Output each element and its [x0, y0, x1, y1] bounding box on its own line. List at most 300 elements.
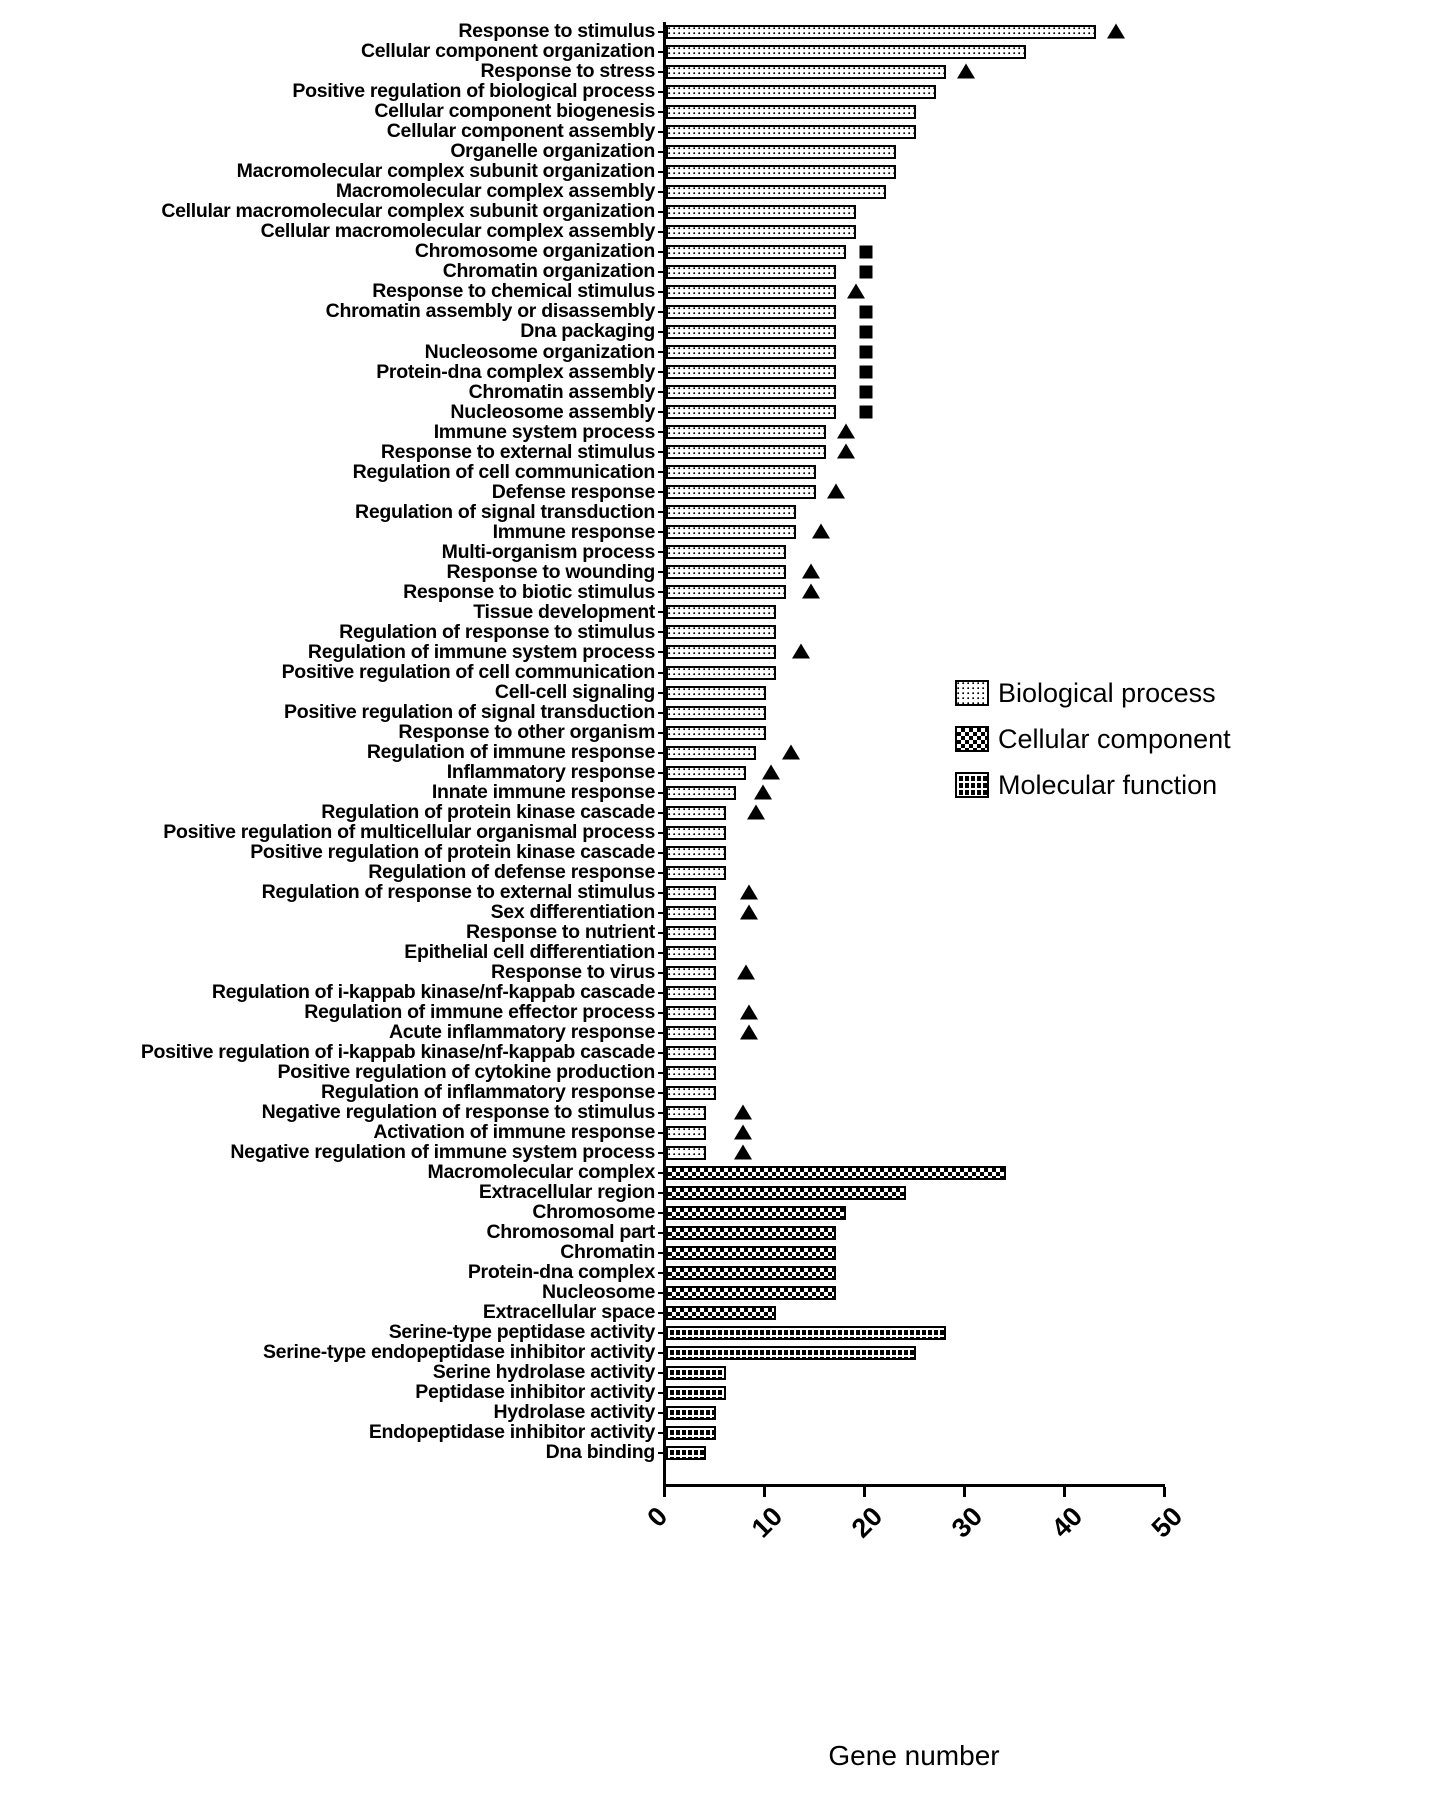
category-label: Chromatin assembly or disassembly	[325, 300, 655, 323]
y-axis-tick	[658, 271, 666, 273]
chart-row	[480, 60, 1163, 83]
chart-row	[261, 880, 1163, 903]
category-label: Regulation of i-kappab kinase/nf-kappab cascade	[211, 981, 655, 1003]
bar	[666, 1326, 946, 1340]
legend-swatch	[955, 680, 989, 706]
square-marker	[860, 306, 873, 319]
bar	[666, 686, 766, 700]
y-axis-tick	[658, 1272, 666, 1274]
triangle-marker	[802, 584, 820, 599]
category-label: Protein-dna complex assembly	[376, 360, 655, 383]
chart-row	[325, 300, 1163, 323]
triangle-marker	[1107, 24, 1125, 39]
bar	[666, 806, 726, 820]
chart-row	[532, 1201, 1163, 1224]
category-label: Endopeptidase inhibitor activity	[368, 1421, 655, 1444]
triangle-marker	[792, 644, 810, 659]
y-axis-tick	[658, 1432, 666, 1434]
category-label: Positive regulation of i-kappab kinase/nf-kappab cascade	[140, 1041, 655, 1064]
category-label: Nucleosome	[542, 1281, 655, 1304]
y-axis-tick	[658, 812, 666, 814]
chart-row	[386, 120, 1163, 143]
triangle-marker	[734, 1144, 752, 1159]
bar	[666, 906, 716, 920]
category-label: Response to other organism	[398, 720, 655, 743]
category-label: Nucleosome assembly	[450, 400, 655, 423]
chart-row	[380, 440, 1163, 463]
triangle-marker	[837, 424, 855, 439]
category-label: Immune response	[492, 520, 655, 543]
chart-row	[467, 1261, 1163, 1284]
chart-row	[450, 400, 1163, 423]
chart-row	[424, 340, 1163, 363]
y-axis-tick	[658, 1292, 666, 1294]
bar	[666, 45, 1026, 59]
chart-row	[339, 620, 1163, 643]
category-label: Acute inflammatory response	[388, 1021, 655, 1044]
bar	[666, 205, 856, 219]
category-label: Tissue development	[473, 600, 655, 623]
bar	[666, 645, 776, 659]
y-axis-tick	[658, 331, 666, 333]
category-label: Chromosome organization	[414, 240, 655, 263]
y-axis-tick	[658, 31, 666, 33]
y-axis-tick	[658, 1312, 666, 1314]
x-axis-tick-label: 10	[745, 1501, 789, 1544]
bar	[666, 265, 836, 279]
bar	[666, 1366, 726, 1380]
x-axis-tick	[763, 1487, 766, 1497]
bar	[666, 766, 746, 780]
bar	[666, 1306, 776, 1320]
triangle-marker	[734, 1124, 752, 1139]
bar	[666, 1226, 836, 1240]
category-label: Negative regulation of immune system process	[230, 1141, 655, 1164]
square-marker	[860, 246, 873, 259]
bar	[666, 666, 776, 680]
triangle-marker	[734, 1104, 752, 1119]
y-axis-tick	[658, 511, 666, 513]
triangle-marker	[957, 64, 975, 79]
y-axis-tick	[658, 1192, 666, 1194]
bar	[666, 1146, 706, 1160]
y-axis-tick	[658, 672, 666, 674]
y-axis-tick	[658, 591, 666, 593]
chart-row	[490, 900, 1163, 923]
bar	[666, 165, 896, 179]
chart-row	[374, 100, 1163, 123]
y-axis-tick	[658, 251, 666, 253]
category-label: Regulation of immune response	[366, 740, 655, 763]
triangle-marker	[754, 784, 772, 799]
category-label: Regulation of immune system process	[307, 640, 655, 663]
bar	[666, 85, 936, 99]
chart-row	[372, 280, 1163, 303]
y-axis-tick	[658, 1452, 666, 1454]
y-axis-tick	[658, 51, 666, 53]
bar	[666, 1166, 1006, 1180]
y-axis-tick	[658, 151, 666, 153]
bar	[666, 285, 836, 299]
chart-row	[493, 1401, 1163, 1424]
bar	[666, 245, 846, 259]
bar	[666, 946, 716, 960]
chart-row	[545, 1441, 1163, 1464]
y-axis-tick	[658, 692, 666, 694]
triangle-marker	[812, 524, 830, 539]
category-label: Chromosomal part	[486, 1221, 655, 1244]
y-axis-tick	[658, 71, 666, 73]
bar	[666, 1006, 716, 1020]
category-label: Chromatin	[560, 1241, 655, 1264]
y-axis-tick	[658, 1372, 666, 1374]
chart-row	[491, 960, 1163, 983]
chart-row	[492, 520, 1163, 543]
category-label: Protein-dna complex	[467, 1261, 655, 1284]
y-axis-tick	[658, 351, 666, 353]
chart-row	[360, 40, 1163, 63]
triangle-marker	[762, 764, 780, 779]
square-marker	[860, 326, 873, 339]
chart-row	[458, 20, 1163, 43]
chart-row	[250, 840, 1163, 863]
y-axis-tick	[658, 892, 666, 894]
legend-swatch	[955, 726, 989, 752]
bar	[666, 886, 716, 900]
y-axis-tick	[658, 1152, 666, 1154]
y-axis-tick	[658, 491, 666, 493]
chart-row	[468, 380, 1163, 403]
legend-item	[955, 764, 1231, 806]
category-label: Cellular macromolecular complex assembly	[260, 220, 655, 243]
bar	[666, 505, 796, 519]
square-marker	[860, 266, 873, 279]
y-axis-tick	[658, 311, 666, 313]
bar	[666, 746, 756, 760]
bar	[666, 345, 836, 359]
y-axis-tick	[658, 191, 666, 193]
chart-row	[433, 420, 1163, 443]
y-axis-tick	[658, 832, 666, 834]
y-axis-tick	[658, 852, 666, 854]
category-label: Cellular component biogenesis	[374, 100, 655, 123]
chart-row	[442, 260, 1163, 283]
y-axis-tick	[658, 411, 666, 413]
category-label: Activation of immune response	[373, 1121, 655, 1144]
y-axis-tick	[658, 1332, 666, 1334]
square-marker	[860, 386, 873, 399]
category-label: Chromatin assembly	[468, 380, 655, 403]
bar	[666, 585, 786, 599]
bar	[666, 926, 716, 940]
x-axis-ticks	[641, 1487, 1189, 1547]
bar	[666, 125, 916, 139]
category-label: Regulation of protein kinase cascade	[321, 800, 655, 823]
bar	[666, 625, 776, 639]
category-label: Response to nutrient	[465, 920, 655, 943]
x-axis-tick-label: 50	[1145, 1501, 1189, 1544]
y-axis-tick	[658, 932, 666, 934]
chart-row	[373, 1121, 1163, 1144]
category-label: Response to chemical stimulus	[372, 280, 655, 303]
chart-row	[403, 580, 1163, 603]
category-label: Response to biotic stimulus	[403, 580, 655, 603]
bar	[666, 1086, 716, 1100]
chart-row	[486, 1221, 1163, 1244]
legend-label: Molecular function	[998, 769, 1218, 800]
bar	[666, 465, 816, 479]
bar	[666, 1246, 836, 1260]
y-axis-tick	[658, 171, 666, 173]
bar	[666, 706, 766, 720]
category-label: Positive regulation of signal transduction	[284, 700, 655, 723]
chart-row	[140, 1041, 1163, 1064]
y-axis-tick	[658, 471, 666, 473]
y-axis-tick	[658, 1352, 666, 1354]
bar	[666, 1266, 836, 1280]
bar	[666, 966, 716, 980]
category-label: Chromatin organization	[442, 260, 655, 283]
category-label: Regulation of response to stimulus	[339, 620, 655, 643]
x-axis-tick-label: 20	[845, 1501, 889, 1544]
bar	[666, 1286, 836, 1300]
category-label: Epithelial cell differentiation	[404, 940, 655, 963]
y-axis-tick	[658, 531, 666, 533]
category-label: Regulation of inflammatory response	[320, 1081, 655, 1104]
chart-row	[261, 1101, 1163, 1124]
category-label: Cellular component organization	[360, 40, 655, 63]
y-axis-tick	[658, 972, 666, 974]
y-axis-tick	[658, 131, 666, 133]
y-axis-tick	[658, 611, 666, 613]
chart-row	[388, 1321, 1163, 1344]
y-axis-tick	[658, 451, 666, 453]
chart-row	[560, 1241, 1163, 1264]
bar	[666, 826, 726, 840]
x-axis-tick-label: 0	[641, 1501, 674, 1533]
category-label: Serine-type endopeptidase inhibitor activity	[262, 1341, 655, 1364]
bar	[666, 365, 836, 379]
legend-item	[955, 672, 1231, 714]
chart-row	[388, 1021, 1163, 1044]
bar	[666, 1066, 716, 1080]
category-label: Extracellular space	[482, 1301, 655, 1324]
x-axis-tick	[1063, 1487, 1066, 1497]
y-axis-tick	[658, 1072, 666, 1074]
triangle-marker	[847, 284, 865, 299]
chart-row	[542, 1281, 1163, 1304]
chart-row	[404, 940, 1163, 963]
chart-row	[368, 1421, 1163, 1444]
bar	[666, 105, 916, 119]
category-label: Serine hydrolase activity	[432, 1361, 655, 1384]
triangle-marker	[740, 904, 758, 919]
bar	[666, 846, 726, 860]
chart-row	[307, 640, 1163, 663]
category-label: Response to virus	[491, 960, 655, 983]
y-axis-tick	[658, 1172, 666, 1174]
chart-row	[482, 1301, 1163, 1324]
triangle-marker	[747, 804, 765, 819]
chart-row	[441, 540, 1163, 563]
y-axis-tick	[658, 231, 666, 233]
bar	[666, 726, 766, 740]
category-label: Cellular component assembly	[386, 120, 655, 143]
triangle-marker	[782, 744, 800, 759]
chart-row	[277, 1061, 1163, 1084]
category-label: Response to stimulus	[458, 20, 655, 43]
category-label: Regulation of signal transduction	[355, 500, 655, 523]
category-label: Regulation of immune effector process	[304, 1001, 655, 1024]
chart-row	[465, 920, 1163, 943]
triangle-marker	[737, 964, 755, 979]
legend-item	[955, 718, 1231, 760]
y-axis-tick	[658, 1092, 666, 1094]
x-axis-tick	[663, 1487, 666, 1497]
chart-row	[304, 1001, 1163, 1024]
y-axis-tick	[658, 1052, 666, 1054]
bar	[666, 1046, 716, 1060]
triangle-marker	[740, 884, 758, 899]
bar	[666, 1446, 706, 1460]
chart-row	[320, 1081, 1163, 1104]
category-label: Regulation of defense response	[368, 860, 655, 883]
chart-row	[450, 140, 1163, 163]
triangle-marker	[802, 564, 820, 579]
chart-row	[376, 360, 1163, 383]
triangle-marker	[740, 1004, 758, 1019]
square-marker	[860, 346, 873, 359]
category-label: Chromosome	[532, 1201, 655, 1224]
chart-row	[446, 560, 1163, 583]
bar	[666, 1406, 716, 1420]
y-axis-tick	[658, 551, 666, 553]
y-axis-tick	[658, 1212, 666, 1214]
category-label: Positive regulation of cytokine production	[277, 1061, 655, 1084]
category-label: Positive regulation of multicellular organismal process	[163, 820, 655, 843]
y-axis-tick	[658, 91, 666, 93]
chart-row	[491, 480, 1163, 503]
y-axis-tick	[658, 211, 666, 213]
y-axis-tick	[658, 371, 666, 373]
category-label: Inflammatory response	[446, 760, 655, 783]
bar	[666, 1126, 706, 1140]
bar	[666, 1386, 726, 1400]
bar	[666, 145, 896, 159]
x-axis-tick	[1163, 1487, 1166, 1497]
category-label: Serine-type peptidase activity	[388, 1321, 655, 1344]
x-axis-tick	[963, 1487, 966, 1497]
y-axis-tick	[658, 1132, 666, 1134]
category-label: Regulation of response to external stimulus	[261, 880, 655, 903]
category-label: Macromolecular complex	[427, 1161, 655, 1184]
chart-row	[163, 820, 1163, 843]
bar	[666, 65, 946, 79]
bar	[666, 485, 816, 499]
bar	[666, 786, 736, 800]
triangle-marker	[827, 484, 845, 499]
triangle-marker	[837, 444, 855, 459]
bar	[666, 1026, 716, 1040]
bar	[666, 986, 716, 1000]
bar	[666, 385, 836, 399]
bar	[666, 866, 726, 880]
y-axis-tick	[658, 631, 666, 633]
y-axis-tick	[658, 872, 666, 874]
chart-row	[473, 600, 1163, 623]
category-label: Organelle organization	[450, 140, 655, 163]
bar	[666, 605, 776, 619]
legend-swatch	[955, 772, 989, 798]
category-label: Hydrolase activity	[493, 1401, 655, 1424]
chart-row	[427, 1161, 1163, 1184]
bar	[666, 545, 786, 559]
y-axis-tick	[658, 1012, 666, 1014]
square-marker	[860, 366, 873, 379]
y-axis-tick	[658, 792, 666, 794]
category-label: Positive regulation of cell communication	[281, 660, 655, 683]
category-label: Negative regulation of response to stimulus	[261, 1101, 655, 1124]
chart-row	[415, 1381, 1163, 1404]
category-label: Response to stress	[480, 60, 655, 83]
y-axis-tick	[658, 1032, 666, 1034]
category-label: Positive regulation of protein kinase cascade	[250, 840, 655, 863]
bar	[666, 1106, 706, 1120]
category-label: Cellular macromolecular complex subunit organization	[161, 200, 655, 223]
category-label: Positive regulation of biological process	[292, 80, 655, 103]
category-label: Macromolecular complex assembly	[335, 180, 655, 203]
category-label: Dna packaging	[520, 320, 655, 343]
bar	[666, 1346, 916, 1360]
category-label: Extracellular region	[478, 1181, 655, 1204]
bar	[666, 225, 856, 239]
y-axis-tick	[658, 431, 666, 433]
y-axis-tick	[658, 111, 666, 113]
chart-row	[211, 981, 1163, 1003]
y-axis-tick	[658, 912, 666, 914]
bar	[666, 565, 786, 579]
bar	[666, 425, 826, 439]
y-axis-tick	[658, 1232, 666, 1234]
bar	[666, 1426, 716, 1440]
x-axis-tick-label: 40	[1045, 1501, 1089, 1544]
category-label: Response to external stimulus	[380, 440, 655, 463]
chart-row	[161, 200, 1163, 223]
chart-row	[414, 240, 1163, 263]
chart-row	[368, 860, 1163, 883]
triangle-marker	[740, 1024, 758, 1039]
category-label: Immune system process	[433, 420, 655, 443]
y-axis-tick	[658, 571, 666, 573]
category-label: Cell-cell signaling	[494, 680, 655, 703]
x-axis-tick	[863, 1487, 866, 1497]
category-label: Response to wounding	[446, 560, 655, 583]
y-axis-tick	[658, 772, 666, 774]
category-label: Innate immune response	[431, 780, 655, 803]
x-axis-tick-label: 30	[945, 1501, 989, 1544]
y-axis-tick	[658, 712, 666, 714]
bar	[666, 1206, 846, 1220]
category-label: Multi-organism process	[441, 540, 655, 563]
chart-row	[262, 1341, 1163, 1364]
y-axis-tick	[658, 752, 666, 754]
bar	[666, 305, 836, 319]
chart-row	[230, 1141, 1163, 1164]
chart-row	[355, 500, 1163, 523]
category-label: Dna binding	[545, 1441, 655, 1464]
y-axis-tick	[658, 1252, 666, 1254]
chart-row	[478, 1181, 1163, 1204]
